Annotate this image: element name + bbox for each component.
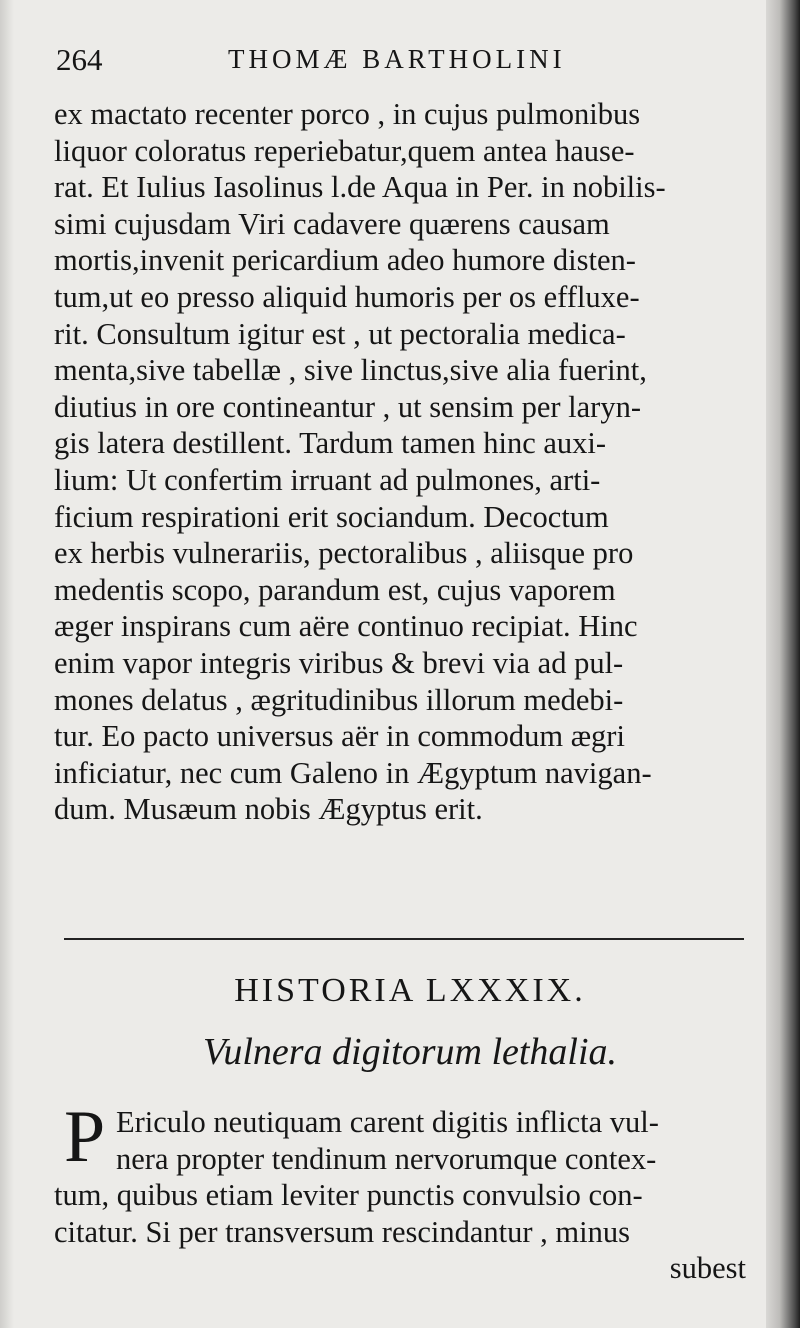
section-divider — [64, 938, 744, 940]
text-line: enim vapor integris viribus & brevi via ad pul- — [54, 645, 624, 680]
text-line: Ericulo neutiquam carent digitis inflicta vul- — [116, 1105, 659, 1139]
text-line: tum, quibus etiam leviter punctis convulsio con- — [54, 1178, 643, 1213]
text-line: ex mactato recenter porco , in cujus pulmonibus — [54, 97, 641, 131]
text-line: lium: Ut confertim irruant ad pulmones, arti- — [54, 462, 601, 497]
text-line: rit. Consultum igitur est , ut pectoralia medica- — [54, 316, 626, 351]
text-line: nera propter tendinum nervorumque contex- — [116, 1141, 657, 1176]
catchword: subest — [669, 1251, 746, 1286]
text-line: æger inspirans cum aëre continuo recipiat. Hinc — [54, 609, 638, 644]
page-number: 264 — [56, 42, 103, 77]
section-subtitle: Vulnera digitorum lethalia. — [202, 1031, 618, 1073]
section-title: HISTORIA LXXXIX. — [234, 972, 586, 1009]
running-title: THOMÆ BARTHOLINI — [228, 44, 566, 74]
text-line: ex herbis vulnerariis, pectoralibus , aliisque pro — [54, 536, 634, 571]
page-gutter-shadow — [0, 0, 14, 1328]
text-line: mortis,invenit pericardium adeo humore disten- — [54, 243, 636, 278]
running-head — [56, 42, 756, 86]
text-line: ficium respirationi erit sociandum. Decoctum — [54, 499, 609, 534]
text-line: menta,sive tabellæ , sive linctus,sive alia fuerint, — [54, 353, 647, 388]
text-line: inficiatur, nec cum Galeno in Ægyptum navigan- — [54, 755, 652, 790]
text-line: mones delatus , ægritudinibus illorum medebi- — [54, 682, 624, 717]
text-line: diutius in ore contineantur , ut sensim per laryn- — [54, 389, 641, 424]
text-line: tum,ut eo presso aliquid humoris per os effluxe- — [54, 279, 640, 314]
text-line: citatur. Si per transversum rescindantur , minus — [54, 1214, 630, 1249]
text-line: tur. Eo pacto universus aër in commodum ægri — [54, 719, 625, 754]
text-line: dum. Musæum nobis Ægyptus erit. — [54, 792, 483, 827]
text-line: liquor coloratus reperiebatur,quem antea hause- — [54, 133, 635, 168]
text-line: gis latera destillent. Tardum tamen hinc auxi- — [54, 426, 607, 461]
body-text — [54, 96, 766, 828]
text-line: medentis scopo, parandum est, cujus vaporem — [54, 572, 616, 607]
text-line: rat. Et Iulius Iasolinus l.de Aqua in Per. in nobilis- — [54, 170, 666, 205]
section-body — [54, 1096, 766, 1287]
text-line: simi cujusdam Viri cadavere quærens causam — [54, 206, 610, 241]
page-edge — [766, 0, 800, 1328]
drop-cap: P — [64, 1096, 106, 1178]
